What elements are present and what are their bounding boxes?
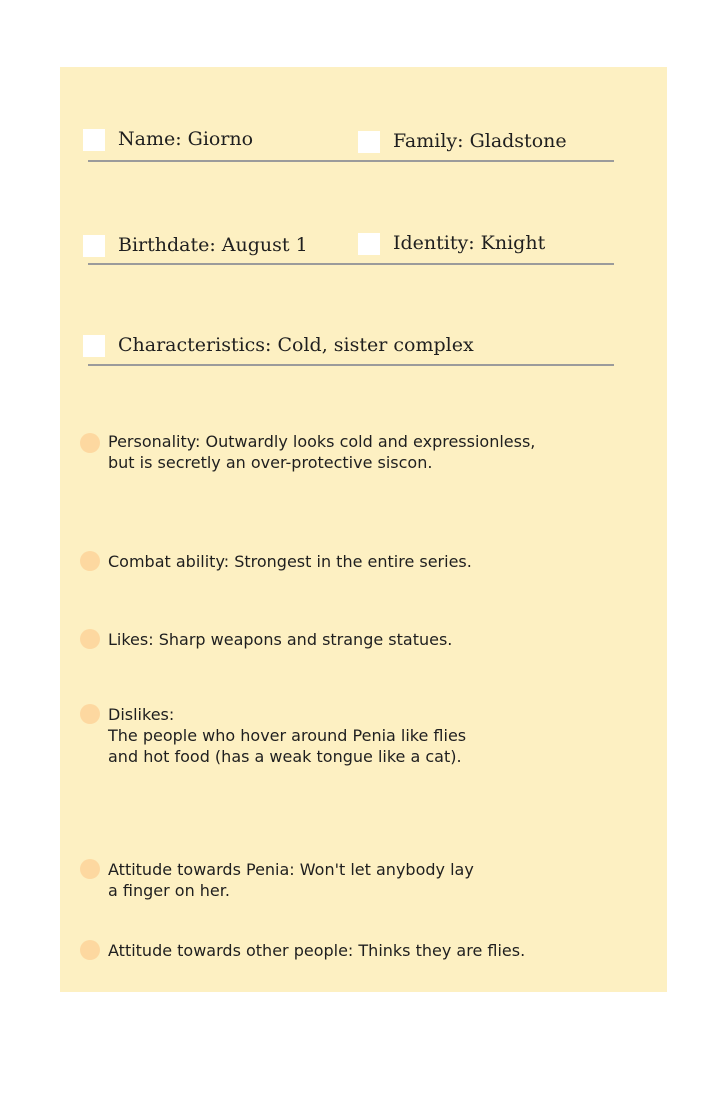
characteristics-label: Characteristics: Cold, sister complex <box>118 334 474 356</box>
divider-row-1 <box>88 160 614 162</box>
dislikes-text: Dislikes: The people who hover around Penia like flies and hot food (has a weak tongue like a cat). <box>108 705 467 766</box>
combat-ability-text: Combat ability: Strongest in the entire series. <box>108 552 472 571</box>
birthdate-label: Birthdate: August 1 <box>118 234 308 256</box>
birthdate-checkbox[interactable] <box>83 235 105 257</box>
attitude-penia-bullet-icon <box>80 859 100 879</box>
divider-row-2 <box>88 263 614 265</box>
attitude-others-text: Attitude towards other people: Thinks they are flies. <box>108 941 526 960</box>
characteristics-checkbox[interactable] <box>83 335 105 357</box>
attitude-penia-text: Attitude towards Penia: Won't let anybody lay a finger on her. <box>108 860 474 900</box>
personality-text: Personality: Outwardly looks cold and expressionless, but is secretly an over-protective siscon. <box>108 432 536 472</box>
family-checkbox[interactable] <box>358 131 380 153</box>
name-label: Name: Giorno <box>118 128 254 150</box>
combat-ability-bullet-icon <box>80 551 100 571</box>
personality-bullet-icon <box>80 433 100 453</box>
identity-checkbox[interactable] <box>358 233 380 255</box>
likes-text: Likes: Sharp weapons and strange statues. <box>108 630 453 649</box>
profile-card <box>60 67 667 992</box>
likes-bullet-icon <box>80 629 100 649</box>
family-label: Family: Gladstone <box>393 130 567 152</box>
dislikes-bullet-icon <box>80 704 100 724</box>
attitude-others-bullet-icon <box>80 940 100 960</box>
name-checkbox[interactable] <box>83 129 105 151</box>
divider-row-3 <box>88 364 614 366</box>
identity-label: Identity: Knight <box>393 232 546 254</box>
